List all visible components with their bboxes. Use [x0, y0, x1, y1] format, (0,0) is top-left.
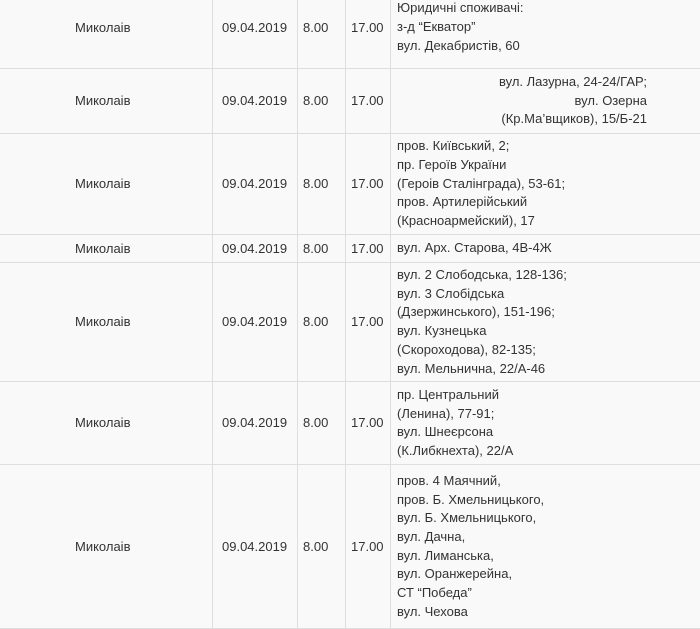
- address-line: вул. 3 Слобідська: [397, 285, 700, 304]
- address-line: вул. Декабристів, 60: [397, 37, 700, 56]
- address-line: пров. Б. Хмельницького,: [397, 491, 700, 510]
- end-time-cell: 17.00: [346, 69, 391, 134]
- address-cell: [391, 465, 700, 629]
- city-cell: Миколаів: [0, 465, 213, 629]
- date-cell: 09.04.2019: [213, 235, 298, 263]
- address-line: (К.Либкнехта), 22/А: [397, 442, 700, 461]
- table-row: [0, 69, 700, 134]
- address-line: вул. Чехова: [397, 603, 700, 622]
- address-line: пр. Центральний: [397, 386, 700, 405]
- end-time-cell: 17.00: [346, 134, 391, 235]
- address-line: СТ “Победа”: [397, 584, 700, 603]
- address-line: вул. Шнеєрсона: [397, 423, 700, 442]
- address-line: вул. Лиманська,: [397, 547, 700, 566]
- end-time-cell: 17.00: [346, 382, 391, 465]
- address-line: вул. Дачна,: [397, 528, 700, 547]
- address-cell: [391, 263, 700, 382]
- table-row: [0, 0, 700, 69]
- city-cell: Миколаів: [0, 235, 213, 263]
- end-time-cell: 17.00: [346, 0, 391, 69]
- address-line: пров. Артилерійський: [397, 193, 700, 212]
- address-line: (Героів Сталінграда), 53-61;: [397, 175, 700, 194]
- address-line: (Кр.Ма’вщиков), 15/Б-21: [397, 110, 647, 129]
- address-line: (Ленина), 77-91;: [397, 405, 700, 424]
- start-time-cell: 8.00: [298, 235, 346, 263]
- start-time-cell: 8.00: [298, 0, 346, 69]
- address-cell: [391, 235, 700, 263]
- address-cell: [391, 69, 700, 134]
- city-cell: Миколаів: [0, 0, 213, 69]
- end-time-cell: 17.00: [346, 263, 391, 382]
- address-line: вул. Б. Хмельницького,: [397, 509, 700, 528]
- address-line: (Скороходова), 82-135;: [397, 341, 700, 360]
- date-cell: 09.04.2019: [213, 69, 298, 134]
- address-line: вул. Оранжерейна,: [397, 565, 700, 584]
- city-cell: Миколаів: [0, 263, 213, 382]
- address-cell: [391, 382, 700, 465]
- start-time-cell: 8.00: [298, 465, 346, 629]
- start-time-cell: 8.00: [298, 382, 346, 465]
- table-row: [0, 382, 700, 465]
- start-time-cell: 8.00: [298, 263, 346, 382]
- start-time-cell: 8.00: [298, 69, 346, 134]
- address-line: вул. 2 Слободська, 128-136;: [397, 266, 700, 285]
- address-line: пров. Київський, 2;: [397, 137, 700, 156]
- address-line: вул. Кузнецька: [397, 322, 700, 341]
- address-line: (Дзержинського), 151-196;: [397, 303, 700, 322]
- end-time-cell: 17.00: [346, 235, 391, 263]
- table-row: [0, 263, 700, 382]
- city-cell: Миколаів: [0, 69, 213, 134]
- address-line: пров. 4 Маячний,: [397, 472, 700, 491]
- address-line: вул. Мельнична, 22/А-46: [397, 360, 700, 379]
- city-cell: Миколаів: [0, 134, 213, 235]
- address-cell: [391, 0, 700, 69]
- city-cell: Миколаів: [0, 382, 213, 465]
- date-cell: 09.04.2019: [213, 263, 298, 382]
- table-row: [0, 134, 700, 235]
- end-time-cell: 17.00: [346, 465, 391, 629]
- date-cell: 09.04.2019: [213, 382, 298, 465]
- address-line: вул. Озерна: [397, 92, 647, 111]
- address-line: вул. Лазурна, 24-24/ГАР;: [397, 73, 647, 92]
- table-row: [0, 465, 700, 629]
- address-line: (Красноармейский), 17: [397, 212, 700, 231]
- date-cell: 09.04.2019: [213, 0, 298, 69]
- date-cell: 09.04.2019: [213, 134, 298, 235]
- start-time-cell: 8.00: [298, 134, 346, 235]
- address-cell: [391, 134, 700, 235]
- address-line: вул. Арх. Старова, 4В-4Ж: [397, 239, 700, 258]
- address-line: з-д “Екватор”: [397, 18, 700, 37]
- date-cell: 09.04.2019: [213, 465, 298, 629]
- address-line: Юридичні споживачі:: [397, 0, 700, 18]
- table-row: [0, 235, 700, 263]
- address-line: пр. Героїв України: [397, 156, 700, 175]
